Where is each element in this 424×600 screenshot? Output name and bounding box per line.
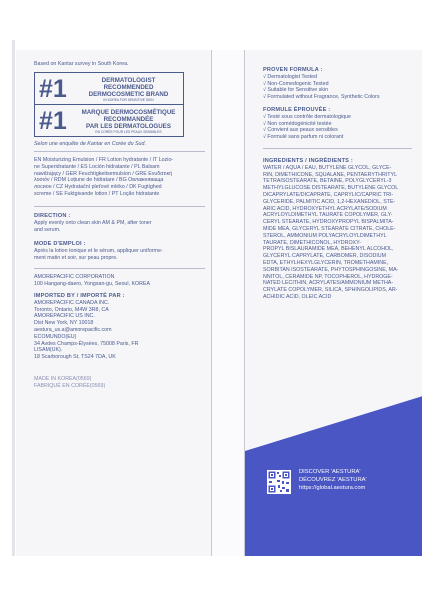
manufacturer [34,274,205,288]
right-panel [244,50,422,556]
survey-note-fr: Selon une enquête de Kantar en Corée du Sud. [34,141,146,147]
left-panel [16,50,212,556]
survey-note: Based on Kantar survey in South Korea. [34,61,129,67]
claim: √ Testé sous contrôle dermatologique [263,113,351,120]
ingredient-line: ARIC ACID, HYDROXYETHYL ACRYLATE/SODIUM [263,205,387,212]
ingredient-line: PROPYL BISLAURAMIDE MEA, BEHENYL ALCOHOL, [263,246,394,253]
claim: √ Non-Comedogenic Tested [263,80,329,87]
divider [34,268,205,269]
claim: √ Suitable for Sensitive skin [263,87,329,94]
importer-line: Toronto, Ontario, M4W 3R8, CA [34,306,109,313]
badge-line: RECOMMANDÉE [103,116,154,123]
badge-sub: IN KOREA FOR SENSITIVE SKIN [103,98,154,102]
corp-name: AMOREPACIFIC CORPORATION [34,274,115,280]
ingredient-line: NNITOL, CERAMIDE NP, TOCOPHEROL, HYDROGE- [263,273,393,280]
formule-heading: FORMULE ÉPROUVÉE : [263,107,331,113]
ingredient-line: TETRAISOSTEARATE, BETAINE, POLYGLYCERYL-3 [263,178,392,185]
direction-line: Apply evenly onto clean skin AM & PM, after toner [34,219,152,226]
importer-line: LISAM(UK). [34,347,63,354]
ingredient-line: EDTA, ETHYLHEXYLGLYCERIN, TROMETHAMINE, [263,259,389,266]
badge-en [35,73,183,105]
ingredient-line: STEROL, AMMONIUM POLYACRYLOYLDIMETHYL [263,232,387,239]
badge-fr [35,105,183,137]
ingredient-line: METHYLGLUCOSE DISTEARATE, BUTYLENE GLYCOL [263,185,399,192]
corp-address: 100 Hangang-daero, Yongsan-gu, Seoul, KOREA [34,280,151,287]
claim: √ Convient aux peaux sensibles [263,127,338,134]
lang-line: ne Superidratante / ES Loción hidratante / PL Balsam [34,163,160,170]
discover-block [299,468,367,492]
ingredients [263,158,412,301]
ingredient-line: CERYL STEARATE, HYDROXYPROPYL BISPALMITA- [263,219,394,226]
ingredient-line: SORBITAN ISOSTEARATE, PHYTOSPHINGOSINE, MA- [263,266,399,273]
lang-line: λοσιόν / RDM Loțiune de hidratare / BG Овлажняваща [34,177,164,184]
claim: √ Formulé sans parfum ni colorant [263,134,344,141]
importer-line: AMOREPACIFIC US INC. [34,313,95,320]
ingredient-line: WATER / AQUA / EAU, BUTYLENE GLYCOL, GLYCE- [263,164,392,171]
origin [34,376,205,390]
ingredient-line: ACHIDIC ACID, OLEIC ACID [263,293,332,300]
direction-heading: DIRECTION : [34,213,71,219]
importer-line: Dist New York, NY 10018 [34,320,94,327]
badge-line: PAR LES DERMATOLOGUES [86,123,171,130]
divider [34,151,205,152]
qr-code-icon[interactable] [267,470,291,494]
fabrique-en: FABRIQUÉ EN CORÉE(0569) [34,382,106,389]
mode-line: Après la lotion tonique et le sérum, appliquer uniforme- [34,247,163,254]
badge-sub: EN CORÉE POUR LES PEAUX SENSIBLES [95,130,162,134]
box-fold [212,50,244,556]
imported-heading: IMPORTED BY / IMPORTÉ PAR : [34,293,125,299]
direction-line: and serum. [34,226,61,233]
lang-line: nawilżający / GER Feuchtigkeitsemulsion / GRE Ενυδατική [34,170,173,177]
mode-line: ment matin et soir, sur peau propre. [34,254,118,261]
website-link[interactable]: https://global.aestura.com [299,485,366,491]
proven-heading: PROVEN FORMULA : [263,67,323,73]
claim: √ Dermatologist Tested [263,73,318,80]
ingredient-line: RIN, DIMETHICONE, SQUALANE, PENTAERYTHRITYL [263,171,398,178]
lang-line: screme / SE Fuktgivande lotion / PT Loção hidratante [34,190,160,197]
proven-formula [263,67,412,101]
claim: √ Non comédogénicité testée [263,120,332,127]
award-badge [34,72,184,137]
ingredient-line: TAURATE, DIMETHICONOL, HYDROXY- [263,239,361,246]
badge-number: #1 [39,107,67,135]
importer [34,293,205,361]
box-edge [12,40,15,556]
importer-line: aestura_us.a@amorepacific.com [34,326,112,333]
divider [34,206,205,207]
divider [263,148,412,149]
badge-line: MARQUE DERMOCOSMÉTIQUE [81,109,176,116]
ingredient-line: GLYCERYL CAPRYLATE, CARBOMER, DISODIUM [263,253,387,260]
ingredient-line: GLYCERIDE, PALMITIC ACID, 1,2-HEXANEDIOL, STE- [263,198,396,205]
ingredient-line: MIDE MEA, GLYCERYL STEARATE CITRATE, CHOLE- [263,225,396,232]
ingredient-line: ACRYLOYLDIMETHYL TAURATE COPOLYMER, GLY- [263,212,393,219]
badge-line: DERMATOLOGIST [101,77,156,84]
product-names [34,157,205,198]
importer-line: 18 Scarborough St, TS24 7DA, UK [34,354,116,361]
formule-eprouvee [263,107,412,141]
badge-line: RECOMMENDED [103,84,154,91]
direction-section [34,213,205,233]
importer-line: 34 Avdes Champs-Élysées, 75008 Paris, FR [34,340,139,347]
ingredient-line: DICAPRYLATE/DICAPRATE, CAPRYLIC/CAPRIC TRI- [263,191,394,198]
ingredients-heading: INGREDIENTS / INGRÉDIENTS : [263,158,353,164]
badge-line: DERMOCOSMETIC BRAND [88,91,169,98]
mode-heading: MODE D'EMPLOI : [34,241,86,247]
ingredient-line: CRYLATE COPOLYMER, SILICA, SPHINGOLIPIDS, AR- [263,287,398,294]
lang-line: лосион / CZ Hydratační pleťové mléko / DK Fugtighed [34,184,162,191]
lang-line: EN Moisturizing Emulsion / FR Lotion hydratante / IT Lozio- [34,157,174,163]
made-in: MADE IN KOREA(0569) [34,376,92,382]
claim: √ Formulated without Fragrance, Synthetic Colors [263,94,380,101]
badge-number: #1 [39,75,67,103]
ingredient-line: NATED LECITHIN, ACRYLATES/AMMONIUM METHA- [263,280,394,287]
importer-line: ECOMUNDO(EU) [34,333,77,340]
mode-section [34,241,205,261]
discover-fr: DÉCOUVREZ 'AESTURA' [299,477,367,483]
discover-en: DISCOVER 'AESTURA' [299,469,361,475]
importer-line: AMOREPACIFIC CANADA INC. [34,299,110,306]
